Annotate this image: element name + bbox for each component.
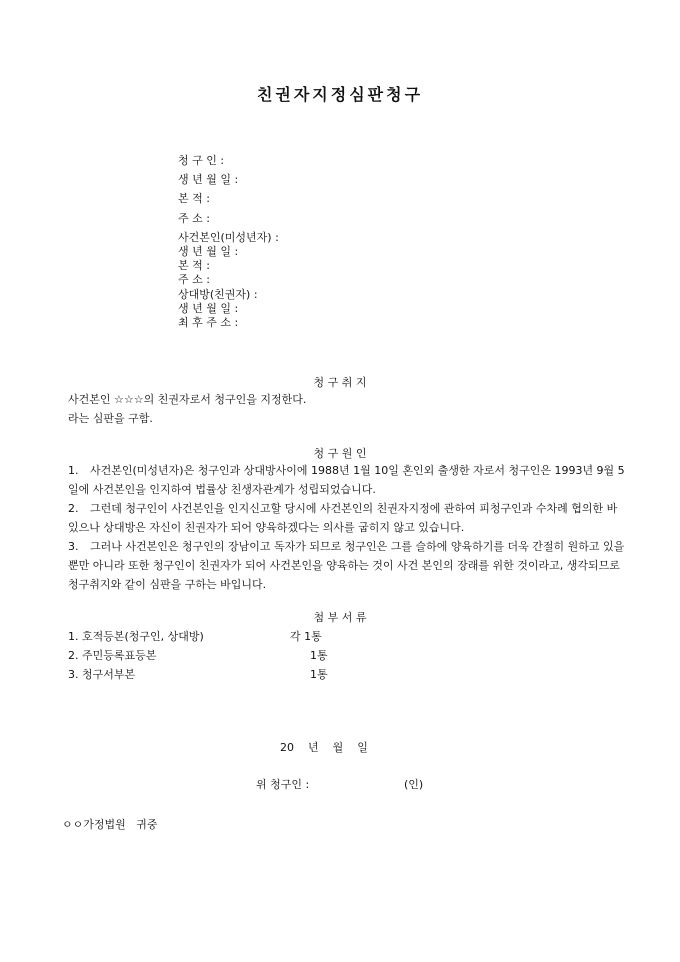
attachment-item-1-label: 1. 호적등본(청구인, 상대방): [68, 630, 204, 643]
respondent-birth-label: 생 년 월 일 :: [178, 302, 239, 315]
cause-item-text: 그런데 청구인이 사건본인을 인지신고할 당시에 사건본인의 친권자지정에 관하여 피청구인과 수차례 협의한 바 있으나 상대방은 자신이 친권자가 되어 양육하겠다는 의사를 굽히지 않고 있습니다.: [68, 502, 618, 534]
attachment-item-2-label: 2. 주민등록표등본: [68, 649, 157, 662]
cause-item-3: [68, 537, 628, 594]
attachment-item-3-label: 3. 청구서부본: [68, 668, 136, 681]
cause-list: [68, 461, 628, 594]
cause-item-number: 3.: [68, 540, 79, 553]
cause-heading: 청 구 원 인: [313, 447, 367, 460]
cause-item-text: 그러나 사건본인은 청구인의 장남이고 독자가 되므로 청구인은 그를 슬하에 양육하기를 더욱 간절히 원하고 있을 뿐만 아니라 또한 청구인이 친권자가 되어 사건본인을 양육하는 것이 사건 본인의 장래를 위한 것이라고, 생각되므로 청구취지와 같이 심판을 구하는 바입니다.: [68, 540, 625, 591]
cause-item-number: 2.: [68, 502, 79, 515]
document-title: 친권자지정심판청구: [256, 85, 424, 104]
purpose-line-1: 사건본인 ☆☆☆의 친권자로서 청구인을 지정한다.: [68, 393, 307, 406]
court-addressee: ㅇㅇ가정법원 귀중: [62, 818, 158, 831]
subject-domicile-label: 본 적 :: [178, 259, 210, 272]
respondent-address-label: 최 후 주 소 :: [178, 316, 239, 329]
purpose-heading: 청 구 취 지: [313, 376, 367, 389]
respondent-label: 상대방(친권자) :: [178, 288, 258, 301]
cause-item-1: [68, 461, 628, 499]
petitioner-name-label: 청 구 인 :: [178, 154, 225, 167]
subject-label: 사건본인(미성년자) :: [178, 231, 279, 244]
attachment-item-3-count: 1통: [310, 668, 328, 681]
purpose-line-2: 라는 심판을 구함.: [68, 412, 153, 425]
date-line: 20 년 월 일: [280, 741, 368, 754]
attachments-heading: 첨 부 서 류: [313, 611, 367, 624]
petitioner-birth-label: 생 년 월 일 :: [178, 173, 239, 186]
cause-item-2: [68, 499, 628, 537]
attachment-item-2-count: 1통: [310, 649, 328, 662]
petitioner-domicile-label: 본 적 :: [178, 192, 210, 205]
petitioner-address-label: 주 소 :: [178, 212, 210, 225]
cause-item-number: 1.: [68, 464, 79, 477]
signature-label: 위 청구인 :: [256, 778, 310, 791]
subject-birth-label: 생 년 월 일 :: [178, 245, 239, 258]
cause-item-text: 사건본인(미성년자)은 청구인과 상대방사이에 1988년 1월 10일 혼인외 출생한 자로서 청구인은 1993년 9월 5일에 사건본인을 인지하여 법률상 친생자관계가 성립되었습니다.: [68, 464, 625, 496]
subject-address-label: 주 소 :: [178, 273, 210, 286]
seal-mark: (인): [404, 778, 424, 791]
attachment-item-1-count: 각 1통: [290, 630, 322, 643]
